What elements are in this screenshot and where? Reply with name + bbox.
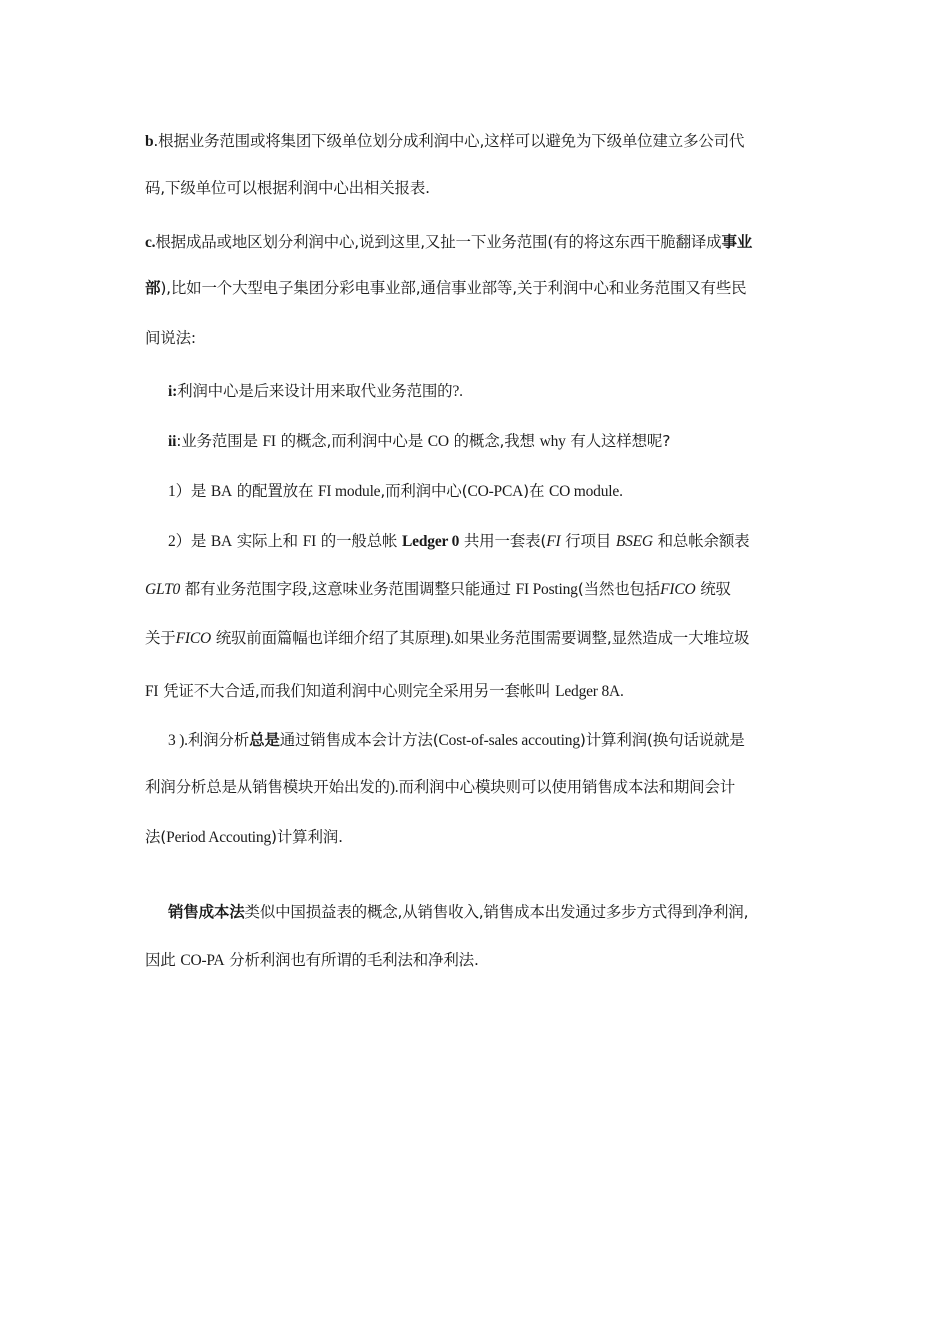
text-run: 法( (145, 828, 167, 846)
text-run: FI (145, 683, 159, 700)
paragraph-line (168, 430, 815, 453)
text-run: :业务范围是 (176, 432, 263, 450)
paragraph-line (145, 231, 815, 254)
text-run: Ledger 0 (402, 533, 460, 550)
text-run: )在 (523, 482, 549, 500)
text-run: c. (145, 234, 156, 251)
text-run: 的概念,而利润中心是 (275, 432, 428, 450)
paragraph-line (168, 901, 815, 923)
text-run: 3 ). (168, 732, 188, 749)
text-run: CO-PA (180, 952, 225, 969)
paragraph-line (168, 729, 815, 752)
paragraph-line (145, 680, 815, 703)
text-run: )计算利润. (271, 828, 343, 846)
text-run: 利润中心是后来设计用来取代业务范围的 (177, 382, 453, 400)
text-run: 的一般总帐 (316, 532, 403, 550)
text-run: 而利润中心模块则可以使用销售成本法和期间会计 (398, 778, 736, 796)
text-run: ）是 (175, 532, 211, 550)
text-run: FI Posting (515, 581, 578, 598)
text-run: )计算利润(换句话说就是 (579, 731, 745, 749)
text-run: FI module (318, 483, 381, 500)
text-run: 根据成品或地区划分利润中心,说到这里,又扯一下业务范围(有的将这东西干脆翻译成 (155, 233, 722, 251)
text-run: ?. (452, 383, 463, 400)
paragraph-line (145, 776, 815, 799)
paragraph-line (145, 578, 815, 601)
text-run: Cost-of-sales accouting (438, 732, 580, 749)
text-run: 行项目 (560, 532, 616, 550)
text-run: 因此 (145, 951, 181, 969)
text-run: .根据业务范围或将集团下级单位划分成利润中心,这样可以避免为下级单位建立多公司代 (153, 132, 745, 150)
text-run: FI (262, 433, 276, 450)
text-run: 利润分析 (187, 731, 250, 749)
paragraph-line (145, 627, 815, 650)
text-run: 2 (168, 533, 176, 550)
text-run: CO-PCA (467, 483, 524, 500)
paragraph-line (145, 177, 815, 199)
text-run: FICO (175, 630, 211, 647)
text-run: 和总帐余额表 (652, 532, 750, 550)
text-run: 部 (145, 279, 161, 297)
text-run: FI (302, 533, 317, 550)
text-run: Period Accouting (166, 829, 272, 846)
text-run: (当然也包括 (577, 580, 661, 598)
text-run: 类似中国损益表的概念,从销售收入,销售成本出发通过多步方式得到净利润, (244, 903, 749, 921)
text-run: 码,下级单位可以根据利润中心出相关报表. (145, 179, 430, 197)
text-run: ii (168, 433, 177, 450)
text-run: 关于 (145, 629, 176, 647)
text-run: FI (546, 533, 561, 550)
text-run: b (145, 133, 154, 150)
text-run: 有人这样想呢? (565, 432, 671, 450)
text-run: 的配置放在 (232, 482, 318, 500)
text-run: 都有业务范围字段,这意味业务范围调整只能通过 (180, 580, 516, 598)
text-run: 如果业务范围需要调整,显然造成一大堆垃圾 (453, 629, 750, 647)
text-run: ),比如一个大型电子集团分彩电事业部,通信事业部等,关于利润中心和业务范围又有些民 (160, 279, 747, 297)
text-run: 总是 (249, 731, 280, 749)
text-run: 统驭前面篇幅也详细介绍了其原理 (210, 629, 446, 647)
text-run: BA (210, 483, 233, 500)
text-run: ,而利润中心( (380, 482, 468, 500)
paragraph-line (145, 826, 815, 849)
text-run: CO module. (548, 483, 623, 500)
text-run: 凭证不大合适,而我们知道利润中心则完全采用另一套帐叫 (158, 682, 556, 700)
text-run: 间说法: (145, 329, 196, 347)
paragraph-line (168, 480, 815, 503)
text-run: 的概念,我想 (448, 432, 540, 450)
text-run: 销售成本法 (168, 903, 245, 921)
paragraph-line (145, 327, 815, 349)
text-run: ）是 (175, 482, 211, 500)
text-run: 利润分析总是从销售模块开始出发的 (145, 778, 390, 796)
text-run: why (539, 433, 566, 450)
text-run: GLT0 (145, 581, 181, 598)
text-run: 1 (168, 483, 176, 500)
text-run: CO (427, 433, 449, 450)
paragraph-line (168, 530, 815, 553)
text-run: BSEG (615, 533, 653, 550)
text-run: 通过销售成本会计方法( (279, 731, 439, 749)
paragraph-line (145, 277, 815, 299)
text-run: 分析利润也有所谓的毛利法和净利法. (224, 951, 479, 969)
paragraph-line (145, 130, 815, 153)
text-run: 统驭 (695, 580, 731, 598)
text-run: i: (168, 383, 178, 400)
text-run: Ledger 8A. (555, 683, 624, 700)
text-run: 实际上和 (232, 532, 303, 550)
text-run: ). (445, 630, 454, 647)
text-run: 事业 (721, 233, 753, 251)
paragraph-line (145, 949, 815, 972)
text-run: ). (389, 779, 399, 796)
text-run: FICO (660, 581, 696, 598)
text-run: 共用一套表( (459, 532, 547, 550)
text-run: BA (210, 533, 233, 550)
paragraph-line (168, 380, 815, 403)
